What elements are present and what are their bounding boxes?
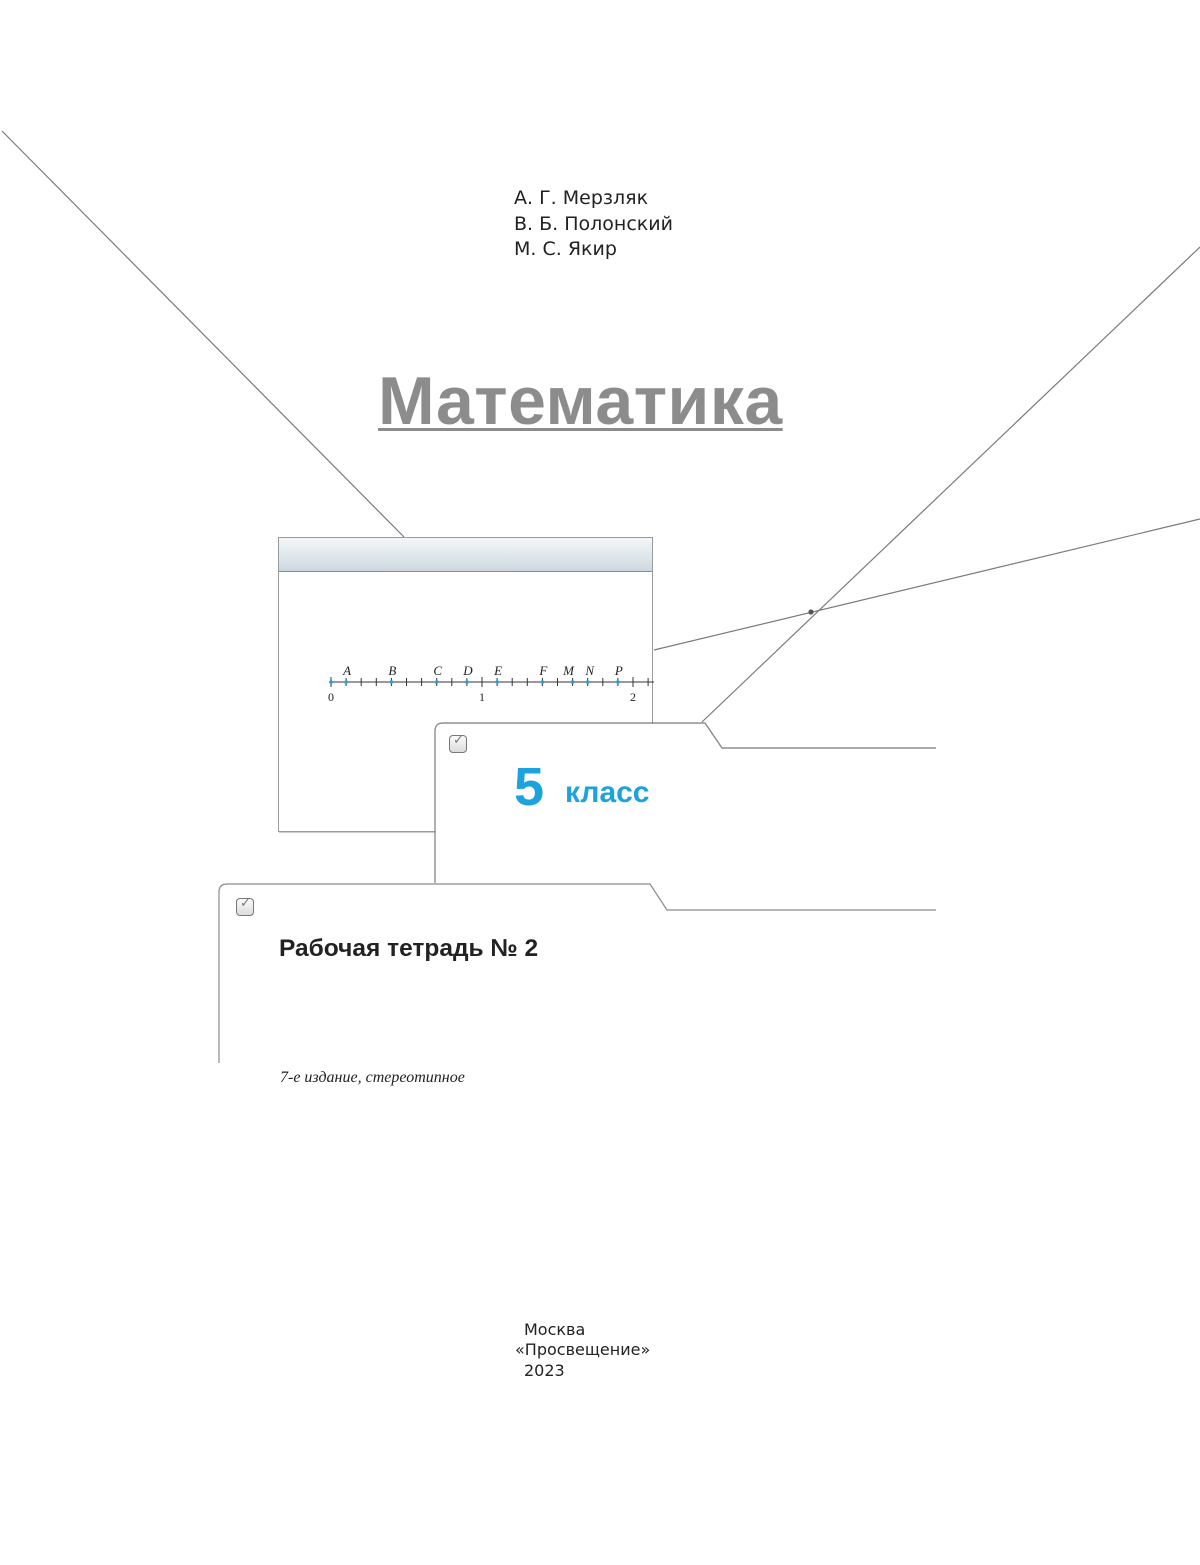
workbook-title: Рабочая тетрадь № 2 <box>279 935 539 962</box>
number-line-point-label: E <box>494 663 503 678</box>
number-line-point-label: N <box>585 663 595 678</box>
number-line-point-label: D <box>463 663 473 678</box>
author-name: В. Б. Полонский <box>514 212 673 235</box>
imprint-year: 2023 <box>524 1361 565 1380</box>
grade-word: класс <box>565 776 650 809</box>
checkbox-icon: ✓ <box>236 898 254 916</box>
number-line-point-label: A <box>343 663 352 678</box>
number-line-point-label: B <box>388 663 397 678</box>
edition-note: 7-е издание, стереотипное <box>280 1069 465 1086</box>
number-line-point-label: P <box>614 663 623 678</box>
number-line-tick-label: 2 <box>630 690 636 704</box>
number-line-tick-label: 1 <box>479 690 485 704</box>
number-line-tick-label: 0 <box>328 690 334 704</box>
number-line-point-label: F <box>539 663 548 678</box>
author-name: М. С. Якир <box>514 238 617 260</box>
author-name: А. Г. Мерзляк <box>514 187 649 209</box>
number-line-point-label: M <box>563 663 575 678</box>
grade-number: 5 <box>514 757 545 817</box>
number-line-point-label: C <box>433 663 443 678</box>
imprint-publisher: «Просвещение» <box>515 1340 651 1359</box>
checkbox-icon: ✓ <box>449 735 467 753</box>
book-title: Математика <box>378 363 783 439</box>
imprint-city: Москва <box>524 1320 586 1339</box>
